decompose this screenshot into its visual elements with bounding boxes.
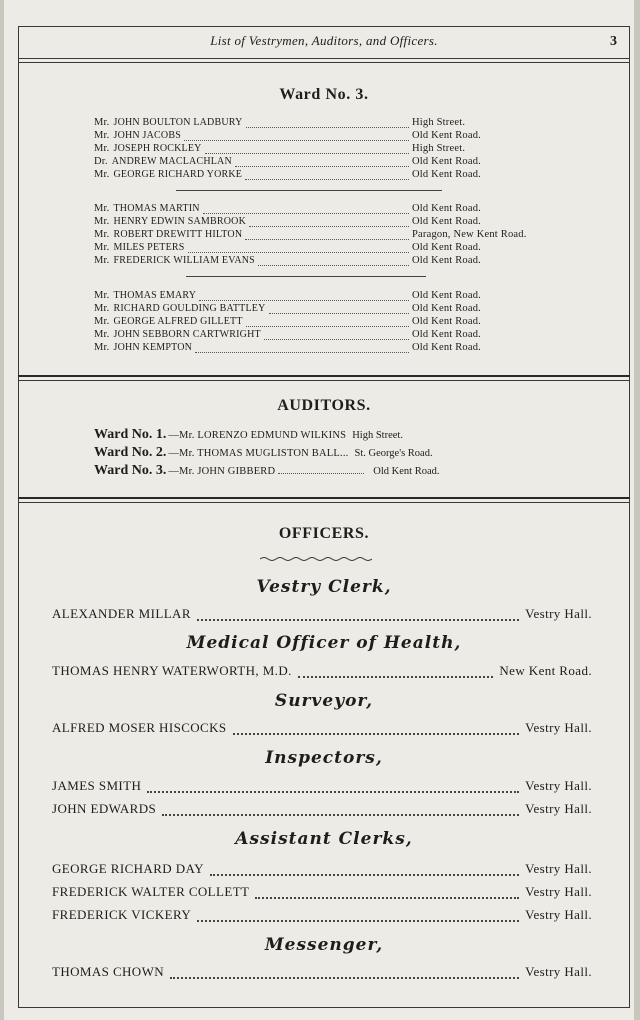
officer-name: THOMAS CHOWN [52, 964, 165, 979]
leader-dots [197, 910, 519, 922]
leader-dots [298, 666, 494, 678]
vestryman-entry [94, 328, 560, 341]
entry-address: Old Kent Road. [412, 216, 481, 227]
officer-entry [52, 801, 592, 819]
auditor-name: —Mr. JOHN GIBBERD [168, 466, 276, 477]
leader-dots [197, 609, 519, 621]
officer-entry [52, 907, 592, 925]
entry-title: Mr. [94, 342, 110, 353]
officer-name: FREDERICK VICKERY [52, 907, 192, 922]
entry-title: Mr. [94, 143, 110, 154]
entry-address: Old Kent Road. [412, 316, 481, 327]
officer-address: Vestry Hall. [525, 801, 592, 816]
vestryman-entry [94, 168, 560, 181]
entry-title: Mr. [94, 316, 110, 327]
leader-dots [249, 217, 409, 227]
leader-dots [205, 144, 409, 154]
section-rule [18, 375, 630, 377]
leader-dots [235, 157, 409, 167]
leader-dots [246, 118, 410, 128]
entry-name: JOHN JACOBS [113, 130, 181, 141]
leader-dots [210, 864, 519, 876]
running-title: List of Vestrymen, Auditors, and Officers. [210, 33, 438, 48]
vestryman-entry [94, 142, 560, 155]
auditor-name: —Mr. LORENZO EDMUND WILKINS [168, 430, 347, 441]
vestryman-entry [94, 215, 560, 228]
group-divider [186, 276, 426, 277]
vestryman-entry [94, 302, 560, 315]
entry-name: THOMAS MARTIN [113, 203, 200, 214]
leader-dots [245, 170, 409, 180]
entry-name: RICHARD GOULDING BATTLEY [113, 303, 266, 314]
auditor-address: High Street. [352, 430, 403, 441]
leader-dots [245, 230, 409, 240]
officer-entry [52, 861, 592, 879]
officer-address: Vestry Hall. [525, 884, 592, 899]
auditor-ward: Ward No. 2. [94, 445, 167, 460]
officer-entry [52, 964, 592, 982]
auditor-address: Old Kent Road. [373, 466, 440, 477]
officer-entry [52, 720, 592, 738]
officer-entry [52, 606, 592, 624]
entry-address: Old Kent Road. [412, 242, 481, 253]
leader-dots [195, 343, 409, 353]
leader-dots [255, 887, 519, 899]
entry-name: JOSEPH ROCKLEY [113, 143, 202, 154]
entry-name: MILES PETERS [113, 242, 185, 253]
officer-name: THOMAS HENRY WATERWORTH, M.D. [52, 663, 292, 678]
entry-title: Mr. [94, 242, 110, 253]
entry-title: Mr. [94, 229, 110, 240]
vestryman-entry [94, 289, 560, 302]
auditor-entry [94, 463, 564, 479]
entry-name: GEORGE RICHARD YORKE [113, 169, 243, 180]
officer-address: Vestry Hall. [525, 720, 592, 735]
leader-dots [278, 465, 364, 474]
office-heading: Surveyor, [274, 691, 374, 711]
entry-title: Mr. [94, 255, 110, 266]
entry-address: Old Kent Road. [412, 156, 481, 167]
office-heading: Messenger, [264, 935, 384, 955]
entry-address: Old Kent Road. [412, 290, 481, 301]
officer-name: JOHN EDWARDS [52, 801, 157, 816]
auditor-name: —Mr. THOMAS MUGLISTON BALL... [168, 448, 349, 459]
office-heading: Inspectors, [265, 748, 383, 768]
vestryman-entry [94, 155, 560, 168]
page-number: 3 [610, 34, 617, 49]
entry-name: JOHN KEMPTON [113, 342, 193, 353]
leader-dots [184, 131, 409, 141]
leader-dots [258, 256, 409, 266]
entry-title: Mr. [94, 130, 110, 141]
section-rule [18, 502, 630, 503]
entry-address: Old Kent Road. [412, 303, 481, 314]
entry-title: Mr. [94, 303, 110, 314]
officer-name: FREDERICK WALTER COLLETT [52, 884, 250, 899]
office-heading: Vestry Clerk, [256, 577, 392, 597]
entry-title: Mr. [94, 216, 110, 227]
auditor-address: St. George's Road. [354, 448, 433, 459]
entry-address: Old Kent Road. [412, 329, 481, 340]
leader-dots [203, 204, 409, 214]
group-divider [176, 190, 442, 191]
officer-name: JAMES SMITH [52, 778, 142, 793]
officer-name: ALEXANDER MILLAR [52, 606, 191, 621]
entry-title: Mr. [94, 117, 110, 128]
entry-name: ANDREW MACLACHLAN [111, 156, 232, 167]
leader-dots [162, 804, 519, 816]
entry-address: Old Kent Road. [412, 255, 481, 266]
entry-address: Old Kent Road. [412, 130, 481, 141]
auditor-entry [94, 445, 564, 461]
entry-address: High Street. [412, 117, 466, 128]
officer-address: New Kent Road. [499, 663, 592, 678]
officer-entry [52, 884, 592, 902]
officer-address: Vestry Hall. [525, 861, 592, 876]
officer-address: Vestry Hall. [525, 606, 592, 621]
section-rule [18, 497, 630, 499]
office-heading: Assistant Clerks, [235, 829, 413, 849]
vestryman-entry [94, 129, 560, 142]
entry-address: Paragon, New Kent Road. [412, 229, 527, 240]
office-heading: Medical Officer of Health, [186, 633, 462, 653]
header-rule [18, 58, 630, 59]
entry-title: Dr. [94, 156, 108, 167]
officer-name: GEORGE RICHARD DAY [52, 861, 204, 876]
vestryman-entry [94, 202, 560, 215]
auditors-title: AUDITORS. [277, 397, 371, 414]
entry-address: Old Kent Road. [412, 342, 481, 353]
vestryman-entry [94, 341, 560, 354]
ornamental-rule [260, 556, 372, 562]
section-rule [18, 380, 630, 381]
header-rule-2 [18, 62, 630, 63]
entry-name: ROBERT DREWITT HILTON [113, 229, 243, 240]
entry-title: Mr. [94, 169, 110, 180]
entry-address: Old Kent Road. [412, 203, 481, 214]
leader-dots [188, 243, 409, 253]
entry-address: High Street. [412, 143, 466, 154]
leader-dots [269, 304, 410, 314]
vestryman-entry [94, 315, 560, 328]
vestryman-entry [94, 116, 560, 129]
entry-title: Mr. [94, 203, 110, 214]
entry-title: Mr. [94, 290, 110, 301]
entry-name: JOHN BOULTON LADBURY [113, 117, 243, 128]
entry-title: Mr. [94, 329, 110, 340]
auditor-ward: Ward No. 1. [94, 427, 167, 442]
leader-dots [246, 317, 409, 327]
entry-address: Old Kent Road. [412, 169, 481, 180]
leader-dots [170, 967, 519, 979]
leader-dots [147, 781, 519, 793]
leader-dots [199, 291, 409, 301]
leader-dots [264, 330, 409, 340]
entry-name: JOHN SEBBORN CARTWRIGHT [113, 329, 261, 340]
entry-name: FREDERICK WILLIAM EVANS [113, 255, 255, 266]
vestryman-entry [94, 228, 560, 241]
officers-title: OFFICERS. [278, 525, 370, 542]
auditor-entry [94, 427, 564, 443]
officer-entry [52, 663, 592, 681]
leader-dots [233, 723, 520, 735]
ward-title: Ward No. 3. [279, 86, 369, 103]
auditor-ward: Ward No. 3. [94, 463, 167, 478]
officer-address: Vestry Hall. [525, 964, 592, 979]
entry-name: HENRY EDWIN SAMBROOK [113, 216, 247, 227]
officer-address: Vestry Hall. [525, 778, 592, 793]
entry-name: GEORGE ALFRED GILLETT [113, 316, 243, 327]
officer-address: Vestry Hall. [525, 907, 592, 922]
vestryman-entry [94, 254, 560, 267]
document-page [4, 0, 634, 1020]
officer-entry [52, 778, 592, 796]
vestryman-entry [94, 241, 560, 254]
entry-name: THOMAS EMARY [113, 290, 197, 301]
officer-name: ALFRED MOSER HISCOCKS [52, 720, 227, 735]
